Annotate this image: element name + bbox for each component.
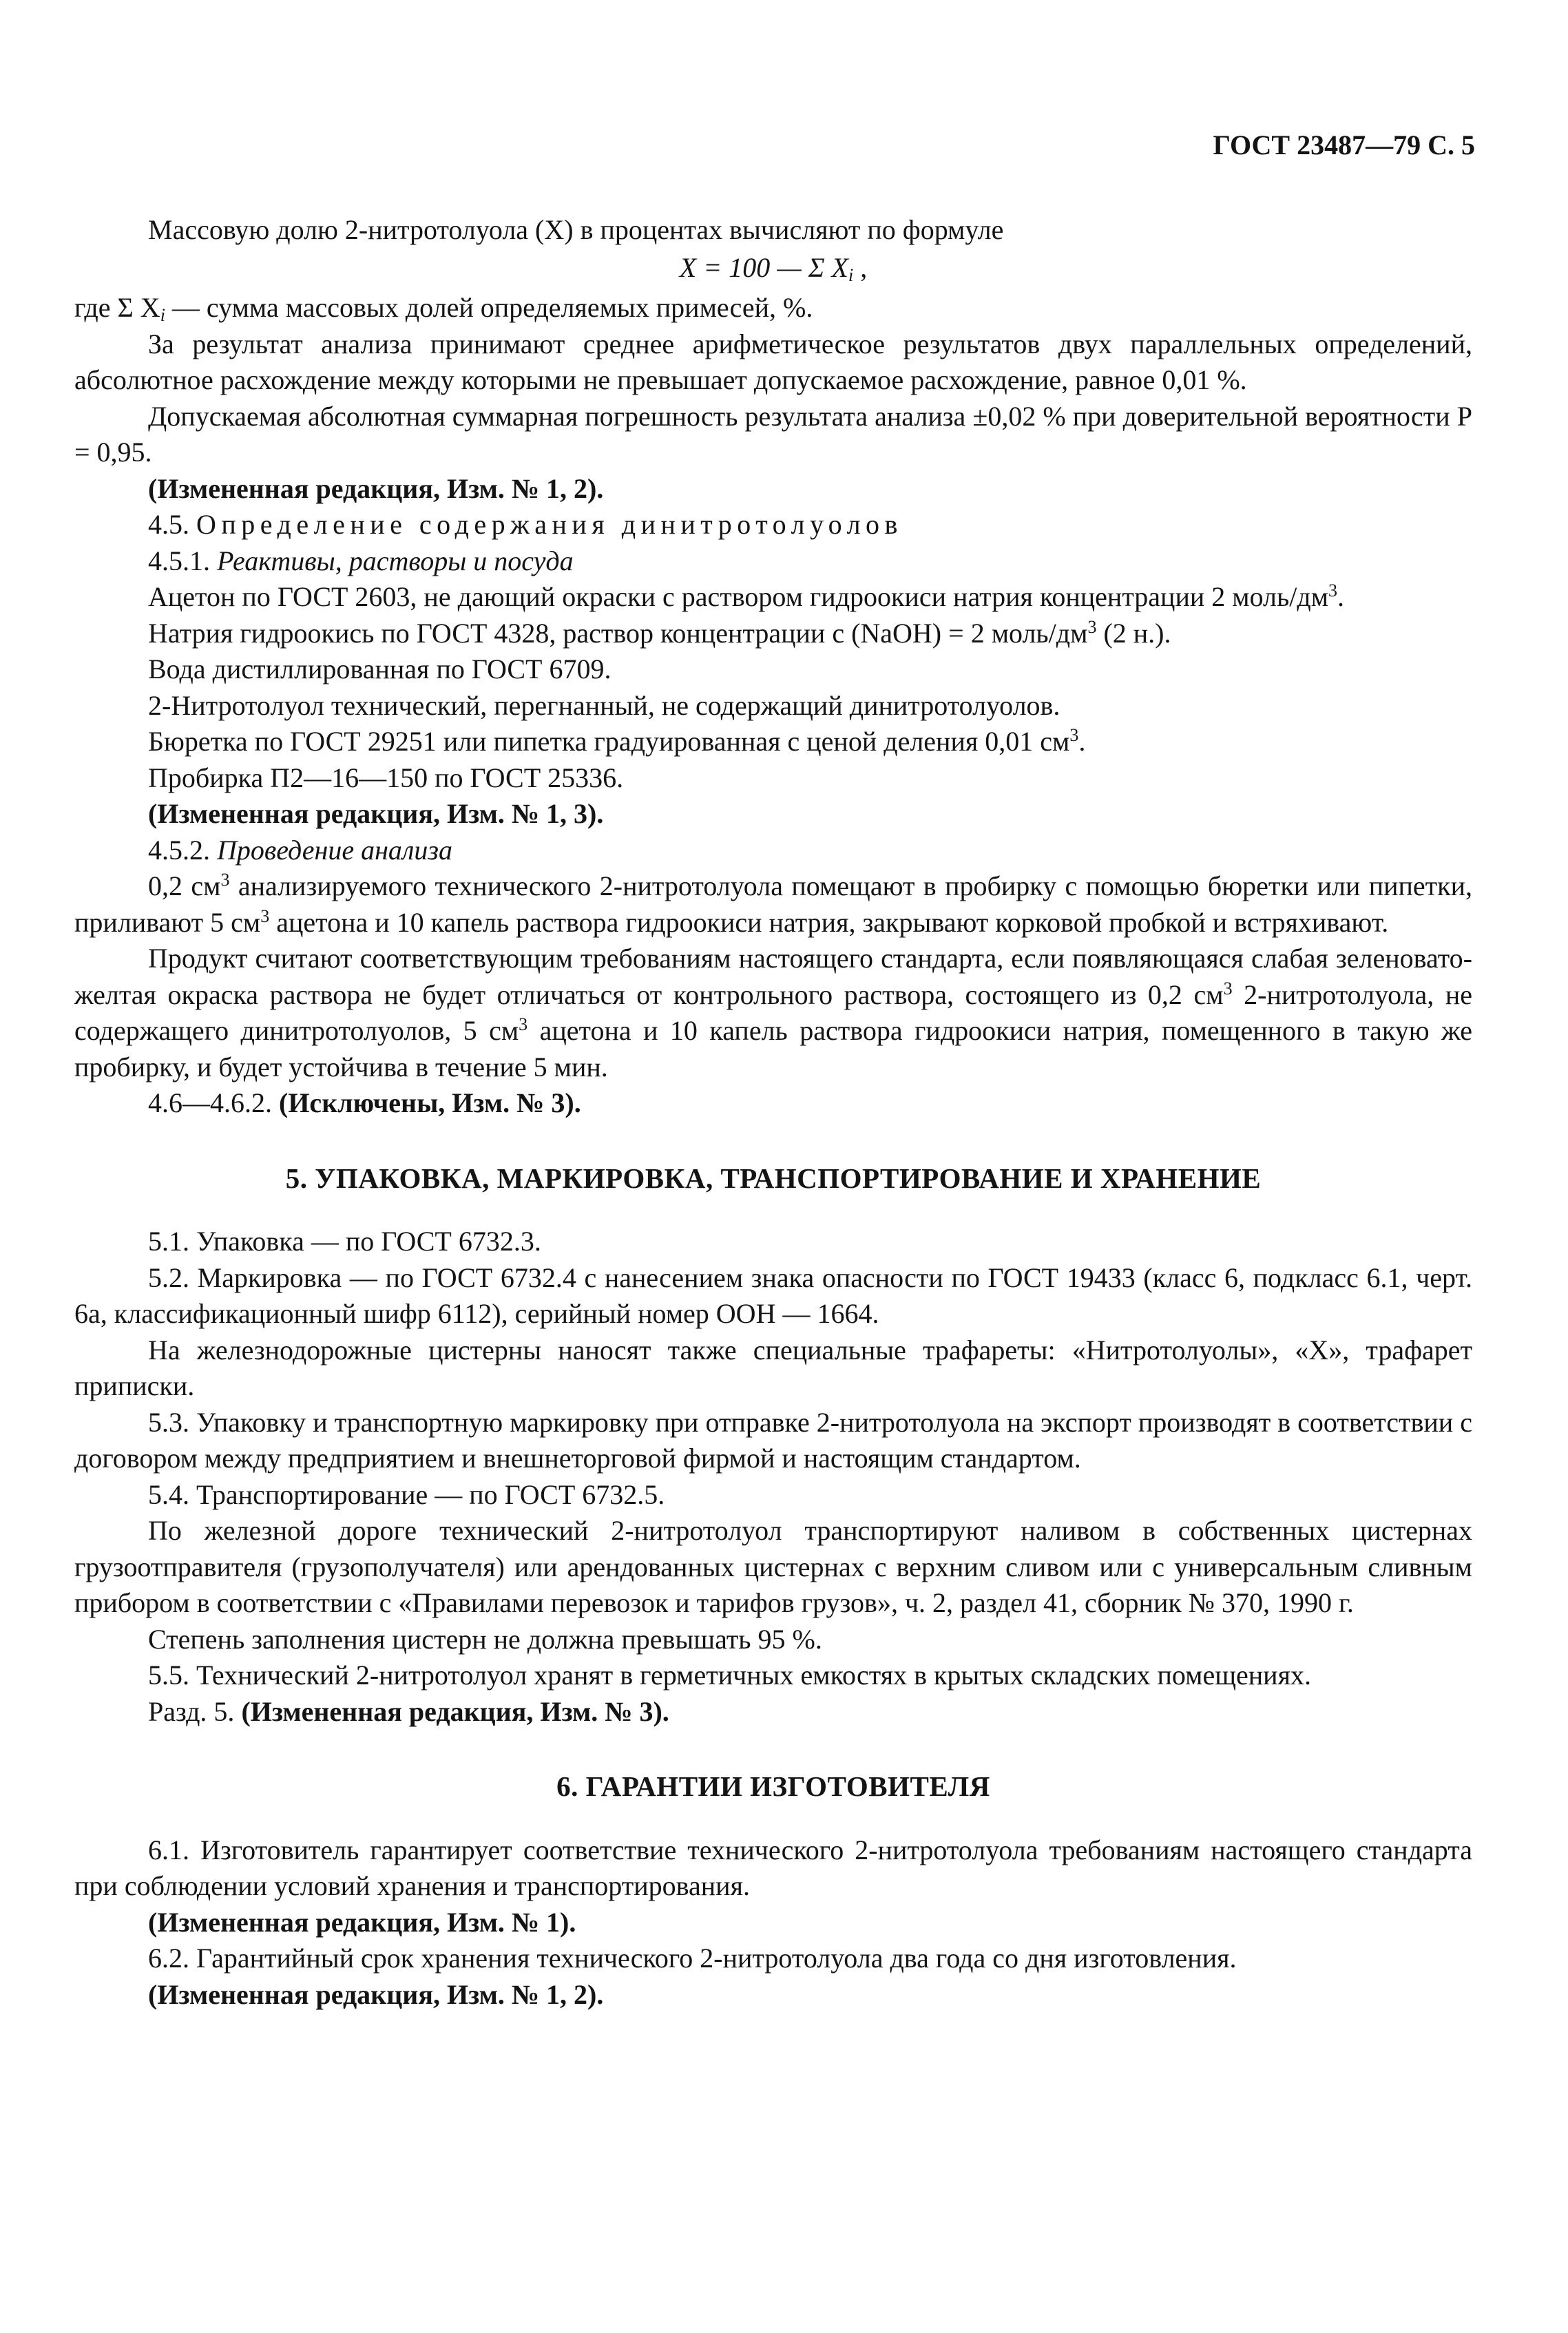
formula	[74, 250, 1472, 286]
superscript: 3	[220, 870, 230, 890]
product-text: Продукт считают соответствующим требованиям настоящего стандарта, если появляющаяся слабая зеленовато-желтая окраска раствора не будет отличаться от контрольного раствора, состоящего из 0,2 см	[74, 943, 1472, 1010]
legend-text: — сумма массовых долей определяемых примесей, %.	[165, 292, 813, 323]
excluded-text: (Исключены, Изм. № 3).	[279, 1087, 581, 1118]
formula-subscript: i	[848, 264, 854, 285]
edition-note: (Измененная редакция, Изм. № 1).	[148, 1906, 576, 1938]
excluded-note	[74, 1085, 1472, 1122]
paragraph-error: Допускаемая абсолютная суммарная погрешность результата анализа ±0,02 % при доверительной вероятности P = 0,95.	[74, 400, 1472, 468]
reagent-text-end: (2 н.).	[1096, 617, 1171, 649]
running-header: ГОСТ 23487—79 С. 5	[1213, 129, 1475, 160]
analysis-text: 0,2 см	[148, 870, 221, 901]
paragraph-analysis	[74, 868, 1472, 941]
reagent-text: Натрия гидроокись по ГОСТ 4328, раствор концентрации c (NaOH) = 2 моль/дм	[148, 617, 1088, 649]
paragraph-5-5: 5.5. Технический 2-нитротолуол хранят в герметичных емкостях в крытых складских помещениях.	[148, 1660, 1311, 1691]
legend-symbol: где Σ X	[74, 292, 160, 323]
section-5-title: 5. УПАКОВКА, МАРКИРОВКА, ТРАНСПОРТИРОВАНИЕ И ХРАНЕНИЕ	[285, 1162, 1262, 1194]
heading-4-5	[74, 507, 1472, 543]
product-text: 2-нитротолуола, не содержащего динитротолуолов, 5 см	[74, 979, 1472, 1046]
superscript: 3	[1223, 978, 1233, 998]
paragraph-5-3: 5.3. Упаковку и транспортную маркировку при отправке 2-нитротолуола на экспорт производят в соответствии с договором между предприятием и внешнеторговой фирмой и настоящим стандартом.	[74, 1406, 1472, 1474]
heading-4-5-1	[74, 543, 1472, 580]
superscript: 3	[1069, 725, 1079, 745]
equipment-text: Бюретка по ГОСТ 29251 или пипетка градуированная с ценой деления 0,01 см	[148, 726, 1070, 757]
paragraph-6-2: 6.2. Гарантийный срок хранения технического 2-нитротолуола два года со дня изготовления.	[148, 1943, 1237, 1974]
heading-title: Определение содержания динитротолуолов	[196, 509, 903, 540]
excluded-number: 4.6—4.6.2.	[148, 1087, 279, 1118]
heading-number: 4.5.1.	[148, 545, 217, 576]
superscript: 3	[1328, 580, 1338, 600]
superscript: 3	[519, 1014, 528, 1034]
paragraph-product	[74, 941, 1472, 1085]
product-text: ацетона и 10 капель раствора гидроокиси натрия, помещенного в такую же пробирку, и будет устойчива в течение 5 мин.	[74, 1015, 1472, 1082]
paragraph-rail: По железной дороге технический 2-нитротолуол транспортируют наливом в собственных цистернах грузоотправителя (грузополучателя) или арендованных цистернах с верхним сливом или с универсальным сливным прибором в соответствии с «Правилами перевозок и тарифов грузов», ч. 2, раздел 41, сборник № 370, 1990 г.	[74, 1515, 1472, 1618]
heading-4-5-2	[74, 833, 1472, 869]
superscript: 3	[1087, 616, 1097, 637]
reagent-text: Ацетон по ГОСТ 2603, не дающий окраски с раствором гидроокиси натрия концентрации 2 моль/дм	[148, 581, 1329, 612]
paragraph-5-1: 5.1. Упаковка — по ГОСТ 6732.3.	[148, 1226, 541, 1257]
edition-note: (Измененная редакция, Изм. № 1, 2).	[148, 472, 604, 504]
equipment-burette	[74, 724, 1472, 760]
paragraph-5-4: 5.4. Транспортирование — по ГОСТ 6732.5.	[148, 1478, 665, 1510]
superscript: 3	[260, 906, 270, 926]
edition-note: (Измененная редакция, Изм. № 1, 3).	[148, 798, 604, 829]
analysis-text: ацетона и 10 капель раствора гидроокиси натрия, закрывают корковой пробкой и встряхивают.	[269, 906, 1389, 938]
paragraph-6-1: 6.1. Изготовитель гарантирует соответствие технического 2-нитротолуола требованиям настоящего стандарта при соблюдении условий хранения и транспортирования.	[74, 1834, 1472, 1901]
formula-end: ,	[853, 251, 868, 283]
formula-main: X = 100 — Σ X	[679, 251, 848, 283]
formula-legend	[74, 290, 1472, 326]
section-6-title: 6. ГАРАНТИИ ИЗГОТОВИТЕЛЯ	[556, 1770, 990, 1802]
paragraph-result: За результат анализа принимают среднее арифметическое результатов двух параллельных определений, абсолютное расхождение между которыми не превышает допускаемое расхождение, равное 0,01 %.	[74, 328, 1472, 395]
document-page	[74, 124, 1472, 2013]
edition-note: (Измененная редакция, Изм. № 1, 2).	[148, 1978, 604, 2010]
heading-title: Проведение анализа	[217, 834, 452, 866]
legend-subscript: i	[160, 305, 165, 325]
section-5-edition	[74, 1694, 1472, 1730]
paragraph-fill: Степень заполнения цистерн не должна превышать 95 %.	[148, 1623, 822, 1655]
equipment-tube: Пробирка П2—16—150 по ГОСТ 25336.	[148, 762, 624, 793]
reagent-water: Вода дистиллированная по ГОСТ 6709.	[148, 653, 611, 684]
edition-prefix: Разд. 5.	[148, 1695, 242, 1727]
reagent-text-end: .	[1337, 581, 1345, 612]
reagent-naoh	[74, 616, 1472, 652]
analysis-text: анализируемого технического 2-нитротолуола помещают в пробирку с помощью бюретки или пипетки, приливают 5 см	[74, 870, 1472, 938]
reagent-nitrotoluene: 2-Нитротолуол технический, перегнанный, не содержащий динитротолуолов.	[148, 689, 1060, 721]
equipment-text-end: .	[1078, 726, 1086, 757]
paragraph-mass-fraction: Массовую долю 2-нитротолуола (X) в процентах вычисляют по формуле	[148, 214, 1004, 245]
paragraph-tanks: На железнодорожные цистерны наносят также специальные трафареты: «Нитротолуолы», «Х», трафарет приписки.	[74, 1334, 1472, 1401]
heading-title: Реактивы, растворы и посуда	[217, 545, 574, 576]
heading-number: 4.5.2.	[148, 834, 217, 866]
paragraph-5-2: 5.2. Маркировка — по ГОСТ 6732.4 с нанесением знака опасности по ГОСТ 19433 (класс 6, подкласс 6.1, черт. 6а, классификационный шифр 6112), серийный номер ООН — 1664.	[74, 1262, 1472, 1329]
edition-text: (Измененная редакция, Изм. № 3).	[241, 1695, 669, 1727]
heading-number: 4.5.	[148, 509, 196, 540]
reagent-acetone	[74, 579, 1472, 616]
